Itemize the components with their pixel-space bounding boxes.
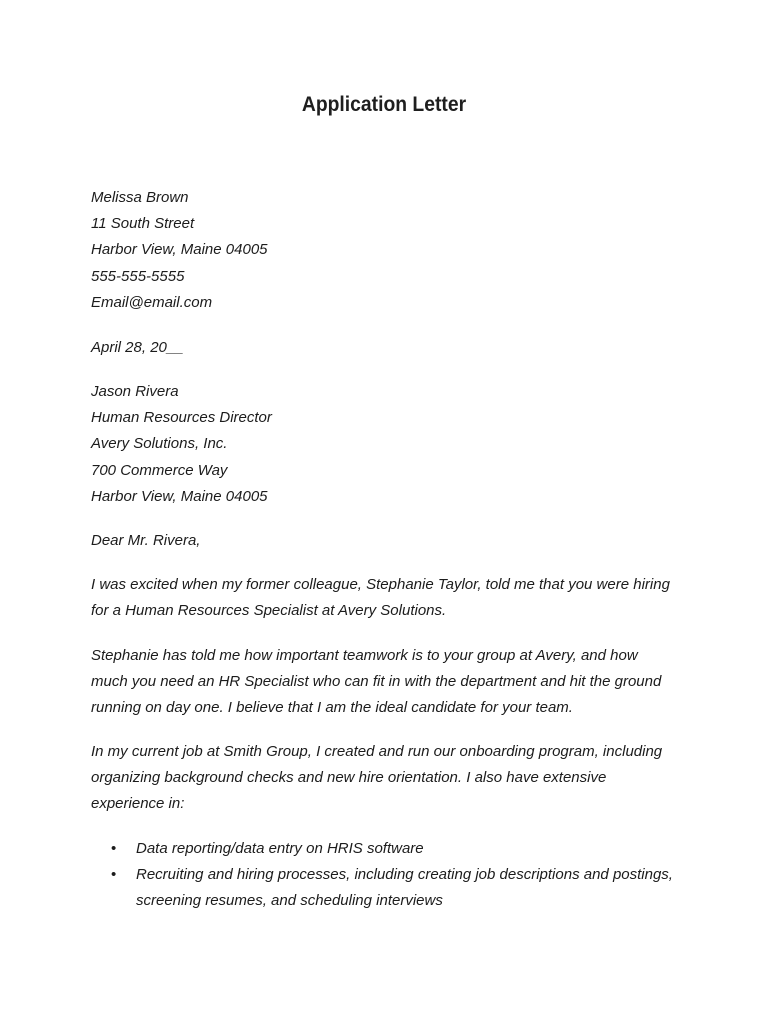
- paragraph-2: [91, 643, 691, 722]
- sender-email: Email@email.com: [91, 293, 213, 311]
- paragraph-line: running on day one. I believe that I am the ideal candidate for your team.: [91, 699, 573, 717]
- list-item-line: screening resumes, and scheduling interviews: [136, 892, 443, 910]
- recipient-name: Jason Rivera: [91, 383, 179, 400]
- bullet-icon: •: [111, 866, 117, 884]
- recipient-street: 700 Commerce Way: [91, 461, 228, 479]
- letter-date: April 28, 20__: [91, 339, 184, 356]
- sender-phone: 555-555-5555: [91, 267, 185, 285]
- paragraph-line: In my current job at Smith Group, I created and run our onboarding program, including: [91, 743, 663, 760]
- recipient-city: Harbor View, Maine 04005: [91, 487, 268, 505]
- list-item: [91, 862, 691, 914]
- salutation: Dear Mr. Rivera,: [91, 532, 201, 549]
- bullet-icon: •: [111, 840, 117, 857]
- document-title: Application Letter: [301, 93, 467, 116]
- paragraph-line: for a Human Resources Specialist at Avery Solutions.: [91, 602, 447, 620]
- experience-bullet-list: [91, 836, 691, 915]
- paragraph-line: much you need an HR Specialist who can fit in with the department and hit the ground: [91, 673, 662, 691]
- list-item: [91, 836, 691, 862]
- sender-name: Melissa Brown: [91, 189, 189, 206]
- recipient-address-block: [91, 379, 691, 510]
- sender-address-block: [91, 185, 691, 316]
- paragraph-1: [91, 572, 691, 624]
- salutation-block: [91, 528, 691, 554]
- paragraph-line: experience in:: [91, 795, 185, 813]
- list-item-line: Data reporting/data entry on HRIS software: [136, 840, 424, 857]
- sender-city: Harbor View, Maine 04005: [91, 241, 268, 259]
- paragraph-line: Stephanie has told me how important teamwork is to your group at Avery, and how: [91, 647, 638, 664]
- paragraph-3: [91, 739, 691, 818]
- list-item-line: Recruiting and hiring processes, including creating job descriptions and postings,: [136, 866, 673, 884]
- paragraph-line: I was excited when my former colleague, Stephanie Taylor, told me that you were hiring: [91, 576, 670, 593]
- sender-street: 11 South Street: [91, 215, 195, 233]
- letter-date-block: [91, 335, 691, 361]
- paragraph-line: organizing background checks and new hire orientation. I also have extensive: [91, 769, 607, 787]
- recipient-position: Human Resources Director: [91, 409, 272, 427]
- recipient-company: Avery Solutions, Inc.: [91, 435, 228, 453]
